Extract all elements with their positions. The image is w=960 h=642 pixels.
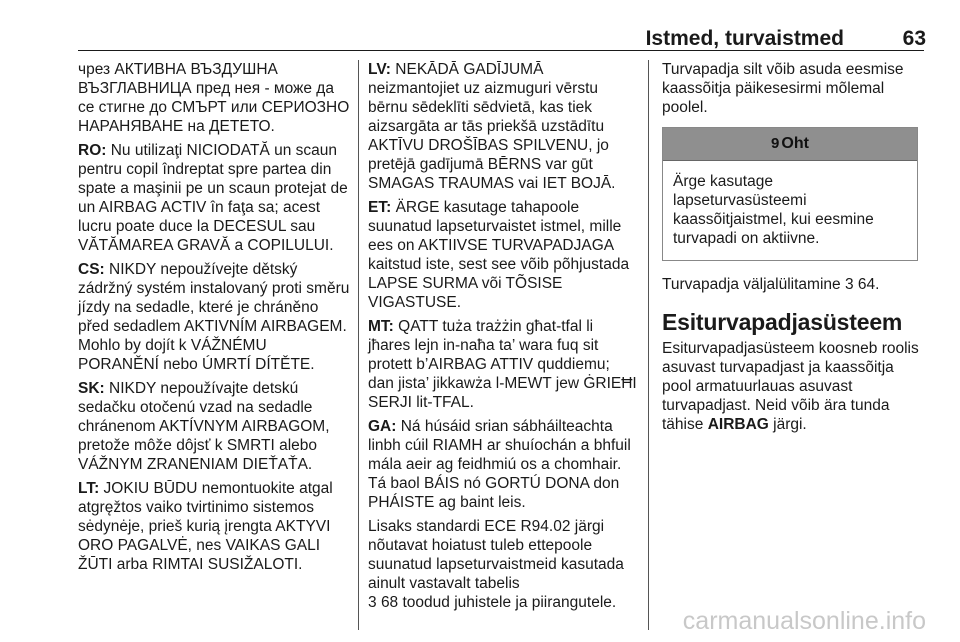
paragraph-et: ET: ÄRGE kasutage tahapoole suunatud lapseturvaistet istmel, mille ees on AKTIIVSE TURVAPADJAGA kaitstud iste, sest see võib põhjustada LAPSE SURMA või TÕSISE VIGASTUSE. [368, 199, 630, 311]
paragraph-intro: Turvapadja silt võib asuda eesmise kaassõitja päikesesirmi mõlemal poolel. [662, 61, 904, 116]
language-label-cs: CS: [78, 261, 105, 278]
warning-header [663, 128, 917, 161]
language-label-lv: LV: [368, 61, 391, 78]
page-ref-arrow-icon: 3 [368, 594, 377, 611]
language-label-sk: SK: [78, 380, 105, 397]
airbag-label: AIRBAG [707, 416, 769, 433]
paragraph-lv: LV: NEKĀDĀ GADĪJUMĀ neizmantojiet uz aizmuguri vērstu bērnu sēdeklīti sēdvietā, kas tiek aizsargāta ar tās priekšā uzstādītu AKTĪVU DROŠĪBAS SPILVENU, jo pretējā gadījumā BĒRNS var gūt SMAGAS TRAUMAS vai IET BOJĀ. [368, 61, 616, 192]
language-label-mt: MT: [368, 318, 394, 335]
page-number: 63 [902, 27, 926, 50]
paragraph-ece-note: Lisaks standardi ECE R94.02 järgi nõutavat hoiatust tuleb ettepoole suunatud lapseturvaistmeid kasutada ainult vastavalt tabelis 3 68 toodud juhistele ja piirangutele. [368, 518, 624, 611]
paragraph-cs: CS: NIKDY nepoužívejte dětský zádržný systém instalovaný proti směru jízdy na sedadle, které je chráněno před sedadlem AKTIVNÍM AIRBAGEM. Mohlo by dojít k VÁŽNÉMU PORANĚNÍ nebo ÚMRTÍ DÍTĚTE. [78, 261, 350, 373]
text-column-1 [78, 60, 350, 579]
paragraph-bg-continued: чрез АКТИВНА ВЪЗДУШНА ВЪЗГЛАВНИЦА пред нея - може да се стигне до СМЪРТ или СЕРИОЗНО НАРАНЯВАНЕ на ДЕТЕТО. [78, 61, 350, 135]
paragraph-ro: RO: Nu utilizaţi NICIODATĂ un scaun pentru copil îndreptat spre partea din spate a maşinii pe un scaun protejat de un AIRBAG ACTIV în faţa sa; acest lucru poate duce la DECESUL sau VĂTĂMAREA GRAVĂ a COPILULUI. [78, 142, 348, 254]
text-column-3 [662, 60, 924, 439]
warning-triangle-icon: 9 [771, 135, 780, 152]
text-column-2 [368, 60, 638, 617]
header-divider [78, 50, 924, 51]
watermark: carmanualsonline.info [682, 607, 926, 635]
section-heading: Esiturvapadjasüsteem [662, 309, 903, 335]
column-divider-2 [648, 60, 649, 630]
language-label-ro: RO: [78, 142, 107, 159]
warning-box [662, 127, 918, 261]
warning-title: Oht [781, 135, 809, 152]
column-divider-1 [358, 60, 359, 630]
language-label-lt: LT: [78, 480, 100, 497]
page-header-title: Istmed, turvaistmed [645, 27, 844, 50]
warning-text: Ärge kasutage lapseturvasüsteemi kaassõitjaistmel, kui eesmine turvapadi on aktiivne. [673, 173, 874, 247]
paragraph-airbag-system: Esiturvapadjasüsteem koosneb roolis asuvast turvapadjast ja kaassõitja pool armatuurlauas asuvast turvapadjast. Neid võib ära tunda tähise AIRBAG järgi. [662, 340, 919, 433]
language-label-ga: GA: [368, 418, 397, 435]
paragraph-mt: MT: QATT tuża trażżin għat-tfal li jħares lejn in-naħa ta’ wara fuq sit protett b’AIRBAG ATTIV quddiemu; dan jista’ jikkawża l-MEWT jew ĠRIEĦI SERJI lit-TFAL. [368, 318, 637, 411]
paragraph-deactivation-ref: Turvapadja väljalülitamine 3 64. [662, 276, 880, 293]
language-label-et: ET: [368, 199, 392, 216]
paragraph-lt: LT: JOKIU BŪDU nemontuokite atgal atgręžtos vaiko tvirtinimo sistemos sėdynėje, prieš kurią įrengta AKTYVI ORO PAGALVĖ, nes VAIKAS GALI ŽŪTI arba RIMTAI SUSIŽALOTI. [78, 480, 333, 573]
page-ref-arrow-icon: 3 [844, 276, 854, 293]
paragraph-ga: GA: Ná húsáid srian sábháilteachta linbh cúil RIAMH ar shuíochán a bhfuil mála aeir ag feidhmiú os a chomhair. Tá baol BÁIS nó GORTÚ DONA don PHÁISTE ag baint leis. [368, 418, 631, 511]
paragraph-sk: SK: NIKDY nepoužívajte detskú sedačku otočenú vzad na sedadle chránenom AKTÍVNYM AIRBAGOM, pretože môže dôjsť k SMRTI alebo VÁŽNYM ZRANENIAM DIEŤAŤA. [78, 380, 330, 473]
